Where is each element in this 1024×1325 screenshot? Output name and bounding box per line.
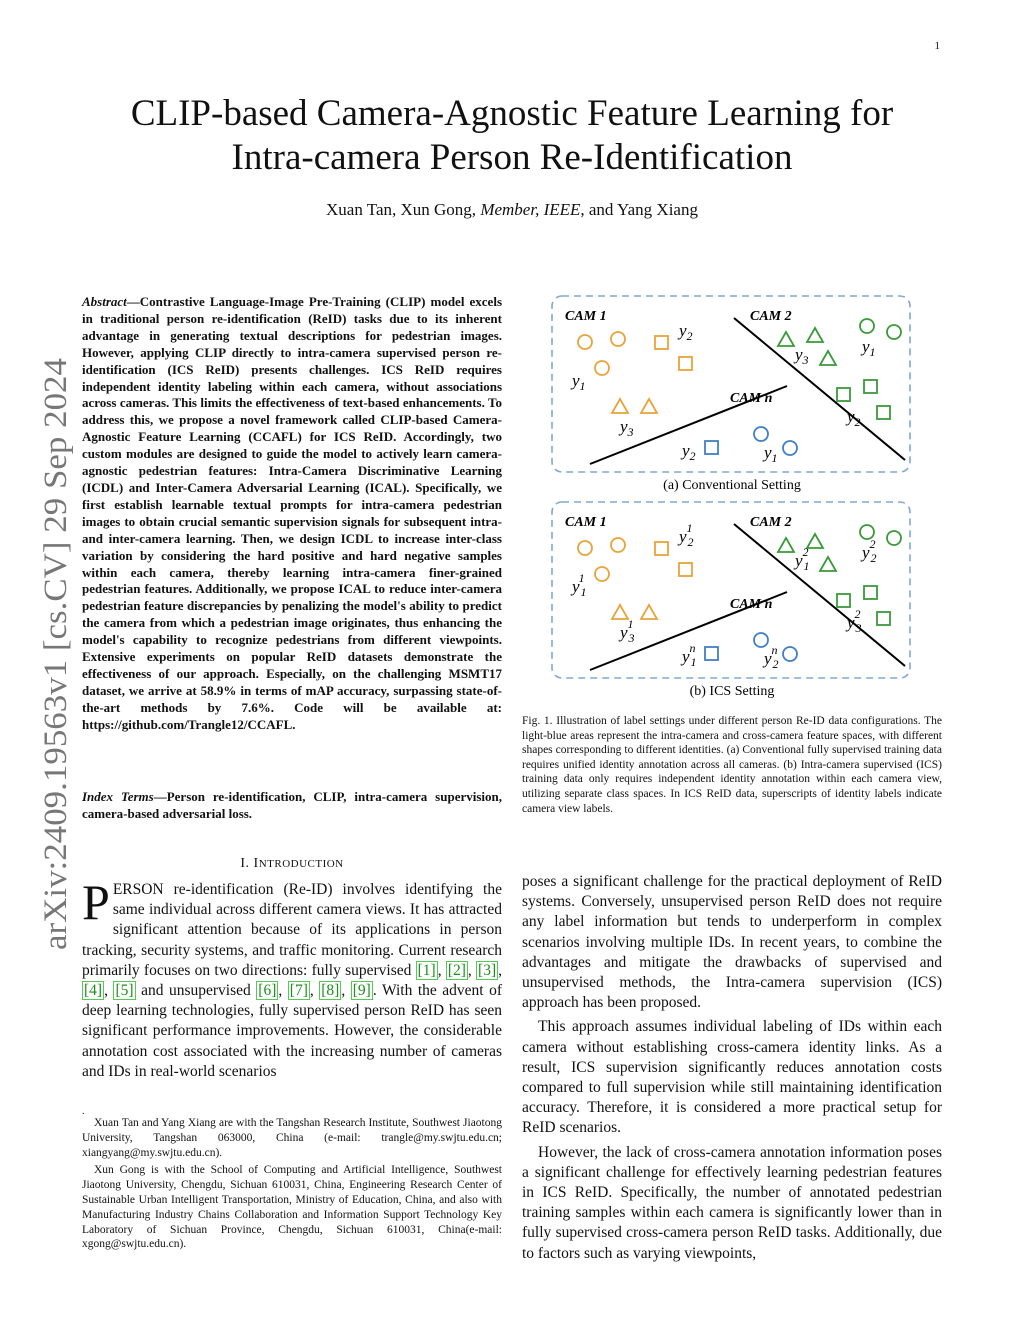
circle-shape	[611, 332, 625, 346]
triangle-shape	[641, 399, 657, 413]
paper-title	[60, 92, 964, 180]
index-terms-text: —Person re-identification, CLIP, intra-camera supervision, camera-based adversarial loss.	[82, 789, 502, 821]
divider-line	[734, 318, 905, 460]
identity-label: $y_2$	[679, 321, 693, 343]
section-title-rest: NTRODUCTION	[258, 858, 344, 870]
square-shape	[679, 357, 692, 370]
drop-cap-rest: ERSON	[112, 881, 164, 898]
identity-label: $y_31$	[620, 617, 635, 645]
panel-a	[552, 296, 910, 493]
author-list	[60, 200, 964, 220]
title-line-1: CLIP-based Camera-Agnostic Feature Learning for	[130, 93, 894, 134]
citation-link[interactable]: [3]	[478, 961, 497, 979]
triangle-shape	[820, 557, 836, 571]
footnote-affiliation-1: Xuan Tan and Yang Xiang are with the Tangshan Research Institute, Southwest Jiaotong University, Tangshan 063000, China (e-mail: trangle@my.swjtu.edu.cn; xiangyang@my.swjtu.edu.cn).	[82, 1117, 502, 1159]
identity-label: $y_1n$	[682, 641, 697, 669]
citation-link[interactable]: [6]	[258, 982, 277, 1000]
circle-shape	[754, 633, 768, 647]
square-shape	[864, 586, 877, 599]
circle-shape	[595, 361, 609, 375]
body-paragraph: This approach assumes individual labeling of IDs within each camera without establishing cross-camera identity links. As a result, ICS supervision significantly reduces annotation costs compared to full supervision while still maintaining identification accuracy. Therefore, it is considered a more practical setup for ReID scenarios.	[522, 1018, 942, 1137]
triangle-shape	[807, 534, 823, 548]
arxiv-identifier	[20, 352, 80, 952]
divider-line	[734, 524, 905, 666]
circle-shape	[578, 335, 592, 349]
circle-shape	[887, 325, 901, 339]
circle-shape	[578, 541, 592, 555]
cam1-label: CAM 1	[565, 309, 607, 324]
identity-label: $y_2$	[682, 441, 696, 463]
identity-label: $y_3$	[795, 345, 809, 367]
circle-shape	[595, 567, 609, 581]
identity-label: $y_3$	[620, 417, 634, 439]
square-shape	[877, 612, 890, 625]
identity-label: $y_1$	[572, 371, 586, 393]
body-paragraph: poses a significant challenge for the practical deployment of ReID systems. Conversely, unsupervised person ReID does not require any label information but tends to underperform in complex scenarios involving multiple IDs. In recent years, to combine the advantages and mitigate the drawbacks of supervised and unsupervised methods, the Intra-camera supervision (ICS) approach has been proposed.	[522, 873, 942, 1012]
citation-link[interactable]: [2]	[447, 961, 466, 979]
citation-link[interactable]: [9]	[352, 982, 371, 1000]
triangle-shape	[612, 605, 628, 619]
cam2-label: CAM 2	[750, 309, 792, 324]
authors-part-b: , and Yang Xiang	[580, 200, 698, 219]
citation-link[interactable]: [7]	[289, 982, 308, 1000]
intro-text-3: . With the advent of deep learning technologies, fully supervised person ReID has seen significant performance improvements. However, the considerable annotation cost associated with the increasing number of cameras and IDs in real-world scenarios	[82, 982, 503, 1080]
identity-label: $y_2$	[847, 407, 861, 429]
square-shape	[837, 594, 850, 607]
footnote-affiliation-2: Xun Gong is with the School of Computing and Artificial Intelligence, Southwest Jiaotong University, Chengdu, Sichuan 610031, China, Engineering Research Center of Sustainable Urban Intelligent Transportation, Ministry of Education, China, and also with Manufacturing Industry Chains Collaboration and Information Support Technology Key Laboratory of Sichuan Province, Chengdu, Sichuan 610031, China(e-mail: xgong@swjtu.edu.cn).	[82, 1164, 502, 1251]
section-heading-introduction	[82, 856, 502, 872]
citation-link[interactable]: [1]	[417, 961, 436, 979]
panel-b	[552, 502, 910, 699]
section-first-letter: I	[253, 856, 259, 871]
triangle-shape	[820, 351, 836, 365]
section-number: I.	[240, 856, 254, 871]
footnote-marker: .	[82, 1106, 85, 1117]
citation-link[interactable]: [5]	[115, 982, 134, 1000]
index-terms	[82, 789, 502, 823]
square-shape	[705, 647, 718, 660]
triangle-shape	[641, 605, 657, 619]
cam1-label: CAM 1	[565, 515, 607, 530]
identity-label: $y_22$	[862, 537, 877, 565]
circle-shape	[887, 531, 901, 545]
circle-shape	[860, 319, 874, 333]
triangle-shape	[807, 328, 823, 342]
citation-link[interactable]: [8]	[321, 982, 340, 1000]
identity-label: $y_1$	[862, 337, 876, 359]
identity-label: $y_2n$	[764, 643, 779, 671]
camn-label: CAM n	[730, 597, 773, 612]
identity-label: $y_12$	[795, 545, 810, 573]
identity-label: $y_21$	[679, 521, 694, 549]
figure-caption: Fig. 1. Illustration of label settings under different person Re-ID data configurations. The light-blue areas represent the intra-camera and cross-camera feature spaces, with different shapes corresponding to different identities. (a) Conventional fully supervised training data requires unified identity annotation across all cameras. (b) Intra-camera supervised (ICS) training data only requires independent identity annotation within each camera view, utilizing separate class spaces. In ICS ReID data, superscripts of identity labels indicate camera view labels.	[522, 715, 942, 815]
panel-a-label: (a) Conventional Setting	[663, 478, 801, 493]
square-shape	[679, 563, 692, 576]
panel-b-label: (b) ICS Setting	[689, 684, 775, 699]
page-number: 1	[934, 40, 940, 52]
arxiv-id-text: arXiv:2409.19563v1 [cs.CV] 29 Sep 2024	[38, 390, 74, 950]
author-role: Member, IEEE	[480, 200, 581, 219]
circle-shape	[611, 538, 625, 552]
footnotes	[82, 1116, 502, 1255]
circle-shape	[783, 647, 797, 661]
identity-label: $y_32$	[847, 607, 862, 635]
intro-text-2: and unsupervised	[135, 982, 257, 1000]
authors-part-a: Xuan Tan, Xun Gong,	[326, 200, 481, 219]
square-shape	[837, 388, 850, 401]
abstract-text: —Contrastive Language-Image Pre-Training (CLIP) model excels in traditional person re-identification (ReID) tasks due to its inherent advantage in generating textual descriptions for pedestrian images. However, applying CLIP directly to intra-camera supervised person re-identification (ICS ReID) presents challenges. ICS ReID requires independent identity labeling within each camera, without associations across cameras. This limits the effectiveness of text-based enhancements. To address this, we propose a novel framework called CLIP-based Camera-Agnostic Feature Learning (CCAFL) for ICS ReID. Accordingly, two custom modules are designed to guide the model to actively learn camera-agnostic pedestrian features: Intra-Camera Discriminative Learning (ICDL) and Inter-Camera Adversarial Learning (ICAL). Specifically, we first establish learnable textual prompts for intra-camera pedestrian images to obtain crucial semantic supervision signals for subsequent intra- and inter-camera learning. Then, we design ICDL to increase inter-class variation by considering the hard positive and hard negative samples within each camera, thereby learning intra-camera finer-grained pedestrian features. Additionally, we propose ICAL to reduce inter-camera pedestrian feature discrepancies by penalizing the model's ability to predict the camera from which a pedestrian image originates, thus enhancing the model's capability to recognize pedestrians from different viewpoints. Extensive experiments on popular ReID datasets demonstrate the effectiveness of our approach. Especially, on the challenging MSMT17 dataset, we arrive at 58.9% in terms of mAP accuracy, surpassing state-of-the-art methods by 7.6%. Code will be available at: https://github.com/Trangle12/CCAFL.	[82, 294, 502, 732]
introduction-paragraph: PERSON re-identification (Re-ID) involves identifying the same individual across different camera views. It has attracted significant attention because of its applications in person tracking, security systems, and traffic monitoring. Current research primarily focuses on two directions: fully supervised [1] , [2] , [3] , [4] , [5] and unsupervised [6] , [7] , [8] , [9] . With the advent of deep learning technologies, fully supervised person ReID has seen significant performance improvements. However, the considerable annotation cost associated with the increasing number of cameras and IDs in real-world scenarios	[82, 874, 503, 1080]
square-shape	[655, 336, 668, 349]
camn-label: CAM n	[730, 391, 773, 406]
square-shape	[655, 542, 668, 555]
title-line-2: Intra-camera Person Re-Identification	[231, 137, 793, 178]
index-terms-heading: Index Terms	[82, 789, 154, 804]
square-shape	[877, 406, 890, 419]
abstract-heading: Abstract	[82, 294, 127, 309]
figure-1	[522, 292, 942, 702]
citation-link[interactable]: [4]	[84, 982, 103, 1000]
intro-text-1: re-identification (Re-ID) involves identifying the same individual across different camera views. It has attracted significant attention because of its applications in person tracking, security systems, and traffic monitoring. Current research primarily focuses on two directions: fully supervised	[82, 881, 502, 979]
identity-label: $y_1$	[764, 443, 778, 465]
square-shape	[705, 441, 718, 454]
body-paragraph: However, the lack of cross-camera annotation information poses a significant challenge for effectively learning pedestrian features in ICS ReID. Specifically, the number of annotated pedestrian training samples within each camera is significantly lower than in fully supervised cross-camera person ReID tasks. Additionally, due to factors such as varying viewpoints,	[522, 1143, 942, 1262]
right-column-body	[522, 872, 942, 1268]
square-shape	[864, 380, 877, 393]
abstract	[82, 294, 502, 734]
triangle-shape	[778, 332, 794, 346]
circle-shape	[783, 441, 797, 455]
cam2-label: CAM 2	[750, 515, 792, 530]
circle-shape	[754, 427, 768, 441]
triangle-shape	[612, 399, 628, 413]
drop-cap: P	[82, 874, 110, 930]
triangle-shape	[778, 538, 794, 552]
identity-label: $y_11$	[572, 571, 586, 599]
